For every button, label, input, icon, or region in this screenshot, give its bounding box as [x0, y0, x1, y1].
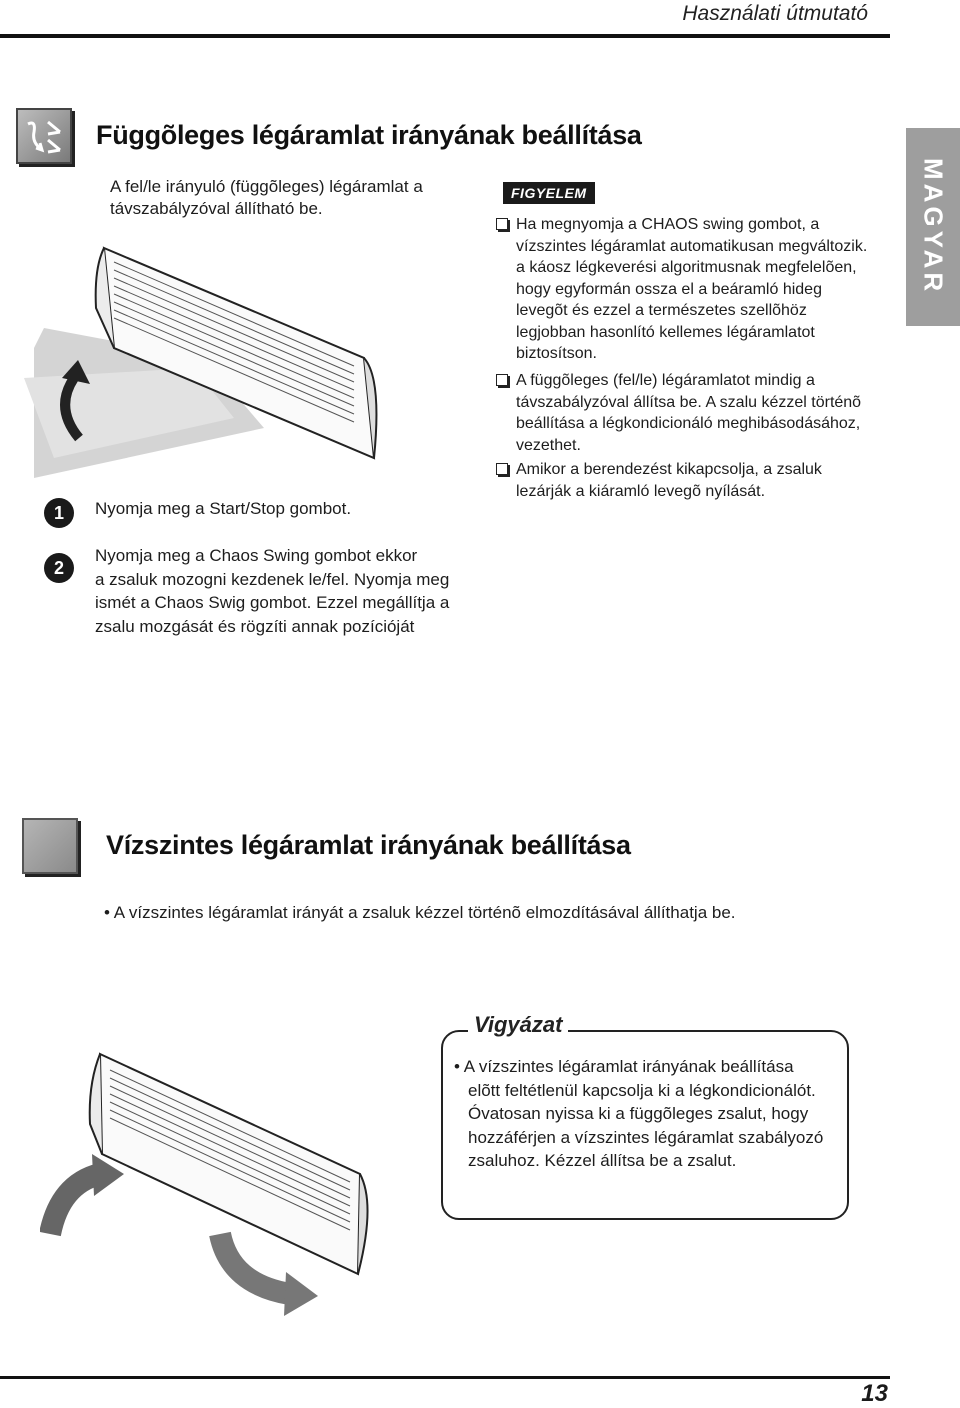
section1-title: Függõleges légáramlat irányának beállítása — [96, 120, 642, 150]
note-line: A függõleges (fel/le) légáramlatot mindig a — [516, 372, 815, 389]
language-tab — [906, 128, 960, 326]
note-line: vezethet. — [516, 436, 581, 454]
note-line: levegõt és ezzel a természetes szellõhöz — [516, 302, 807, 319]
notice-label: FIGYELEM — [503, 182, 595, 204]
caution-text — [454, 1055, 823, 1173]
language-tab-label: MAGYAR — [918, 158, 949, 296]
step-text — [95, 544, 449, 638]
header-title: Használati útmutató — [682, 2, 868, 25]
caution-line: zsaluhoz. Kézzel állítsa be a zsalut. — [468, 1151, 737, 1170]
step-text — [95, 498, 351, 520]
note-line: a káosz légkeverési algoritmusnak megfelelõen, — [516, 259, 857, 276]
bullet-icon: • — [454, 1057, 464, 1076]
caution-line: hozzáférjen a vízszintes légáramlat szabályozó — [468, 1127, 824, 1147]
intro-line: távszabályzóval állítható be. — [110, 199, 323, 218]
ac-unit-horizontal-airflow-illustration — [40, 1024, 380, 1324]
note-line: hogy egyformán ossza el a beáramló hideg — [516, 280, 822, 298]
checkbox-bullet-icon — [496, 374, 508, 386]
step-line: a zsaluk mozogni kezdenek le/fel. Nyomja meg — [95, 569, 450, 589]
section2-title: Vízszintes légáramlat irányának beállítása — [106, 830, 631, 860]
step-number: 2 — [44, 553, 74, 583]
caution-line: A vízszintes légáramlat irányának beállítása — [463, 1057, 794, 1076]
checkbox-bullet-icon — [496, 218, 508, 230]
intro-line: A fel/le irányuló (függõleges) légáramlat a — [110, 177, 423, 196]
notice-item — [496, 214, 906, 365]
caution-line: elõtt feltétlenül kapcsolja ki a légkondicionálót. — [468, 1080, 816, 1100]
notice-item — [496, 370, 906, 456]
header-rule — [0, 34, 890, 38]
note-line: biztosítson. — [516, 345, 597, 362]
section2-icon — [22, 818, 78, 874]
note-line: távszabályzóval állítsa be. A szalu kézzel történõ — [516, 393, 862, 411]
note-line: beállítása a légkondicionáló meghibásodásához, — [516, 415, 861, 432]
caution-title: Vigyázat — [468, 1012, 568, 1038]
note-line: vízszintes légáramlat automatikusan megváltozik. — [516, 237, 868, 255]
caution-line: Óvatosan nyissa ki a függõleges zsalut, hogy — [468, 1104, 809, 1123]
note-line: lezárják a kiáramló levegõ nyílását. — [516, 482, 766, 500]
note-line: Ha megnyomja a CHAOS swing gombot, a — [516, 216, 820, 233]
note-line: Amikor a berendezést kikapcsolja, a zsaluk — [516, 461, 822, 478]
bullet-text: A vízszintes légáramlat irányát a zsaluk kézzel történõ elmozdításával állíthatja be. — [113, 903, 736, 922]
page-number: 13 — [861, 1380, 888, 1407]
bullet-icon: • — [104, 903, 114, 922]
step-number: 1 — [44, 498, 74, 528]
step-line: Nyomja meg a Chaos Swing gombot ekkor — [95, 546, 418, 565]
section2-bullet — [104, 902, 736, 924]
swing-icon — [16, 108, 72, 164]
step-line: ismét a Chaos Swig gombot. Ezzel megállítja a — [95, 593, 450, 612]
notice-item — [496, 459, 906, 502]
checkbox-bullet-icon — [496, 463, 508, 475]
footer-rule — [0, 1376, 890, 1379]
step-line: zsalu mozgását és rögzíti annak pozícióját — [95, 616, 415, 636]
ac-unit-vertical-airflow-illustration — [14, 228, 384, 478]
note-line: legjobban hasonlító kellemes légáramlatot — [516, 323, 815, 341]
step-line: Nyomja meg a Start/Stop gombot. — [95, 499, 352, 518]
section1-intro — [110, 176, 470, 220]
